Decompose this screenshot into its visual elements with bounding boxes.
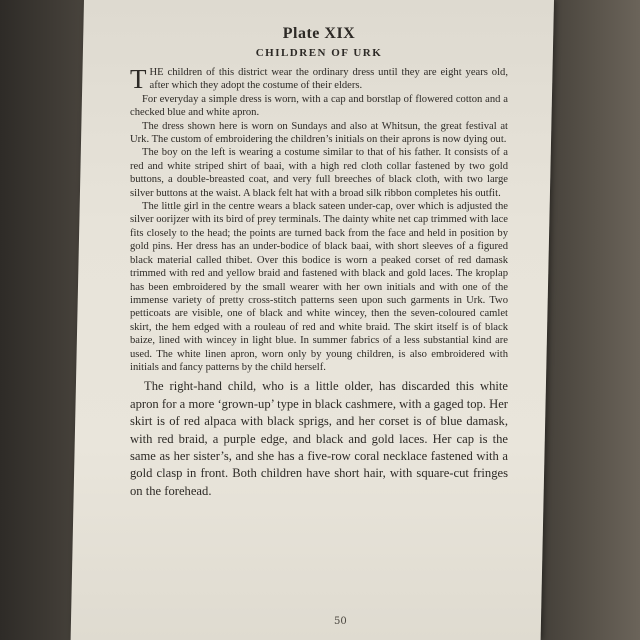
paragraph-everyday-dress: For everyday a simple dress is worn, with a cap and borstlap of flowered cotton and a checked blue and white apron.: [130, 93, 508, 119]
paragraph-intro: [130, 66, 508, 93]
paragraph-little-girl: The little girl in the centre wears a black sateen under-cap, over which is adjusted the silver oorijzer with its bird of prey terminals. The dainty white net cap trimmed with lace fits closely to the head; the points are turned back from the face and held in position by gold pins. Her dress has an under-bodice of black baai, with short sleeves of a figured black material called thibet. Over this bodice is worn a peaked corset of red damask trimmed with red and yellow braid and fastened with black and gold laces. The kroplap has been embroidered by the small wearer with her own initials and with one of the immense variety of pretty cross-stitch patterns seen upon such garments in Urk. Two petticoats are visible, one of black and white wincey, then the seven-coloured camlet skirt, the hem edged with a rouleau of red and white braid. The skirt itself is of black baize, lined with wincey in light blue. In summer fabrics of a less substantial kind are used. The white linen apron, worn only by young children, is also embroidered with initials and fancy patterns by the child herself.: [130, 201, 508, 373]
paragraph-boy: The boy on the left is wearing a costume similar to that of his father. It consists of a red and white striped shirt of baai, with a high red cloth collar fastened by two gold buttons, a double-breasted coat, and very full breeches of black cloth, with two large silver buttons at the waist. A black felt hat with a broad silk ribbon completes his outfit.: [130, 147, 508, 199]
paragraph-sunday-dress: The dress shown here is worn on Sundays and also at Whitsun, the great festival at Urk. The custom of embroidering the children’s initials on their aprons is now dying out.: [130, 120, 508, 146]
paragraph-text: HE children of this district wear the ordinary dress until they are eight years old, after which they adopt the costume of their elders.: [149, 67, 508, 92]
plate-title: Plate XIX: [282, 25, 356, 42]
page-text-block: [130, 24, 508, 500]
drop-cap: T: [130, 64, 147, 94]
paragraph-right-hand-child: The right-hand child, who is a little older, has discarded this white apron for a more ‘grown-up’ type in black cashmere, with a gaged top. Her skirt is of red alpaca with black sprigs, and her corset is of blue damask, with red braid, a purple edge, and black and gold laces. Her cap is the same as her sister’s, and she has a five-row coral necklace fastened with a gold clasp in front. Both children have short hair, with square-cut fringes on the forehead.: [130, 379, 508, 498]
page-number: 50: [334, 616, 347, 627]
plate-subtitle: CHILDREN OF URK: [255, 47, 383, 59]
